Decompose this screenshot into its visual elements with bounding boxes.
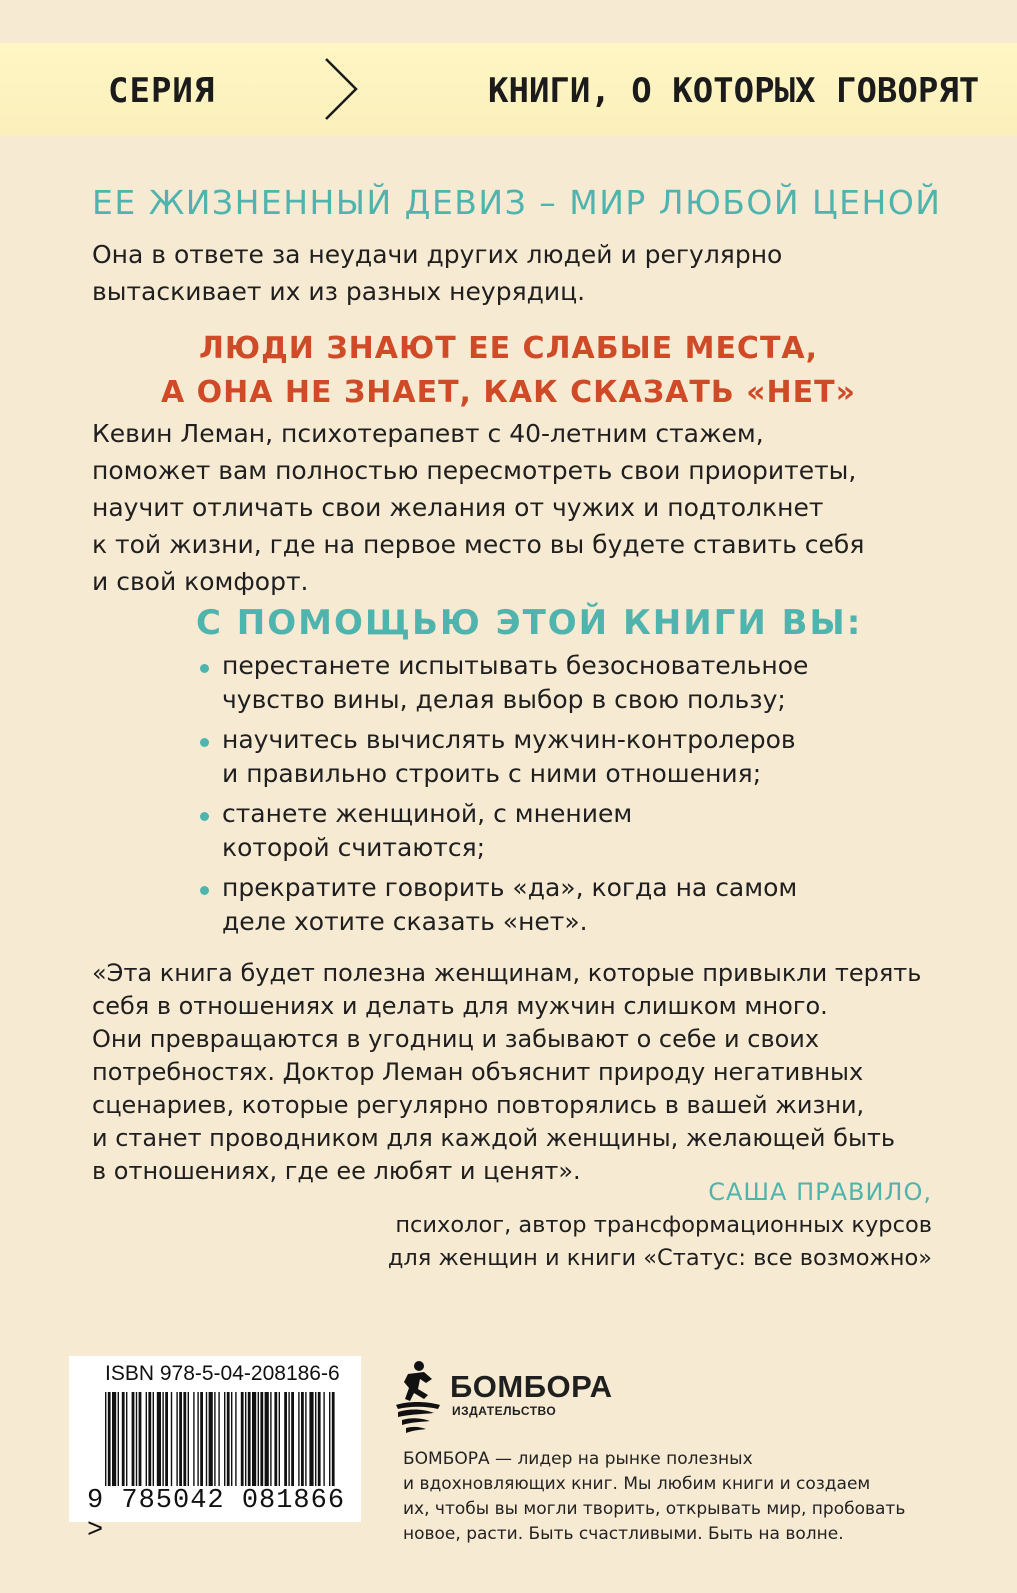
benefit-line: и правильно строить с ними отношения; bbox=[222, 759, 762, 788]
benefit-item bbox=[198, 797, 808, 865]
quote-line: и станет проводником для каждой женщины, желающей быть bbox=[92, 1124, 896, 1152]
red-heading-line: А ОНА НЕ ЗНАЕТ, КАК СКАЗАТЬ «НЕТ» bbox=[160, 375, 856, 410]
publisher-line: новое, расти. Быть счастливыми. Быть на волне. bbox=[403, 1524, 844, 1544]
quote-line: в отношениях, где ее любят и ценят». bbox=[92, 1157, 581, 1185]
publisher-description bbox=[403, 1447, 905, 1547]
benefit-item bbox=[198, 649, 808, 717]
publisher-logo-name: БОМБОРА bbox=[450, 1369, 613, 1404]
barcode-image bbox=[105, 1392, 335, 1486]
benefit-line: чувство вины, делая выбор в свою пользу; bbox=[222, 685, 786, 714]
red-heading-line: ЛЮДИ ЗНАЮТ ЕЕ СЛАБЫЕ МЕСТА, bbox=[198, 331, 819, 366]
benefit-line: перестанете испытывать безосновательное bbox=[222, 651, 809, 680]
quote-attribution bbox=[388, 1176, 932, 1275]
intro-paragraph bbox=[92, 236, 782, 310]
series-label: СЕРИЯ bbox=[108, 71, 216, 111]
chevron-right-icon bbox=[322, 57, 362, 121]
series-name: КНИГИ, О КОТОРЫХ ГОВОРЯТ bbox=[488, 71, 980, 111]
publisher-logo-subtitle: ИЗДАТЕЛЬСТВО bbox=[452, 1404, 557, 1418]
intro-line: вытаскивает их из разных неурядиц. bbox=[92, 277, 586, 306]
description-line: и свой комфорт. bbox=[92, 567, 309, 596]
intro-line: Она в ответе за неудачи других людей и регулярно bbox=[92, 240, 783, 269]
benefit-item bbox=[198, 723, 808, 791]
description-line: к той жизни, где на первое место вы будете ставить себя bbox=[92, 530, 865, 559]
benefit-line: деле хотите сказать «нет». bbox=[222, 907, 588, 936]
bullet-dot-icon bbox=[200, 664, 209, 673]
benefits-list bbox=[198, 649, 808, 945]
benefit-line: которой считаются; bbox=[222, 833, 486, 862]
quote-line: «Эта книга будет полезна женщинам, которые привыкли терять bbox=[92, 959, 922, 987]
attribution-role-line: психолог, автор трансформационных курсов bbox=[395, 1212, 932, 1238]
bullet-dot-icon bbox=[200, 886, 209, 895]
quote-line: потребностях. Доктор Леман объяснит природу негативных bbox=[92, 1058, 864, 1086]
quote-line: себя в отношениях и делать для мужчин слишком много. bbox=[92, 992, 828, 1020]
publisher-line: и вдохновляющих книг. Мы любим книги и создаем bbox=[403, 1474, 871, 1494]
attribution-name: САША ПРАВИЛО, bbox=[708, 1178, 932, 1206]
red-heading bbox=[0, 327, 1017, 415]
benefit-item bbox=[198, 871, 808, 939]
description-paragraph bbox=[92, 415, 864, 600]
description-line: научит отличать свои желания от чужих и подтолкнет bbox=[92, 493, 824, 522]
description-line: поможет вам полностью пересмотреть свои приоритеты, bbox=[92, 456, 857, 485]
ean-digits: 9 785042 081866 > bbox=[87, 1486, 346, 1546]
bullet-dot-icon bbox=[200, 738, 209, 747]
benefit-line: научитесь вычислять мужчин-контролеров bbox=[222, 725, 796, 754]
barcode-block bbox=[69, 1356, 361, 1546]
motto-heading: ЕЕ ЖИЗНЕННЫЙ ДЕВИЗ – МИР ЛЮБОЙ ЦЕНОЙ bbox=[92, 183, 942, 222]
benefit-line: станете женщиной, с мнением bbox=[222, 799, 633, 828]
benefits-heading: С ПОМОЩЬЮ ЭТОЙ КНИГИ ВЫ: bbox=[196, 603, 863, 643]
benefit-line: прекратите говорить «да», когда на самом bbox=[222, 873, 798, 902]
quote-line: сценариев, которые регулярно повторялись в вашей жизни, bbox=[92, 1091, 865, 1119]
attribution-role-line: для женщин и книги «Статус: все возможно» bbox=[387, 1245, 932, 1271]
publisher-line: БОМБОРА — лидер на рынке полезных bbox=[403, 1449, 753, 1469]
isbn-text: ISBN 978-5-04-208186-6 bbox=[105, 1362, 340, 1385]
quote-line: Они превращаются в угодниц и забывают о себе и своих bbox=[92, 1025, 820, 1053]
publisher-line: их, чтобы вы могли творить, открывать мир, пробовать bbox=[403, 1499, 906, 1519]
bullet-dot-icon bbox=[200, 812, 209, 821]
review-quote bbox=[92, 957, 921, 1188]
description-line: Кевин Леман, психотерапевт с 40-летним стажем, bbox=[92, 419, 764, 448]
